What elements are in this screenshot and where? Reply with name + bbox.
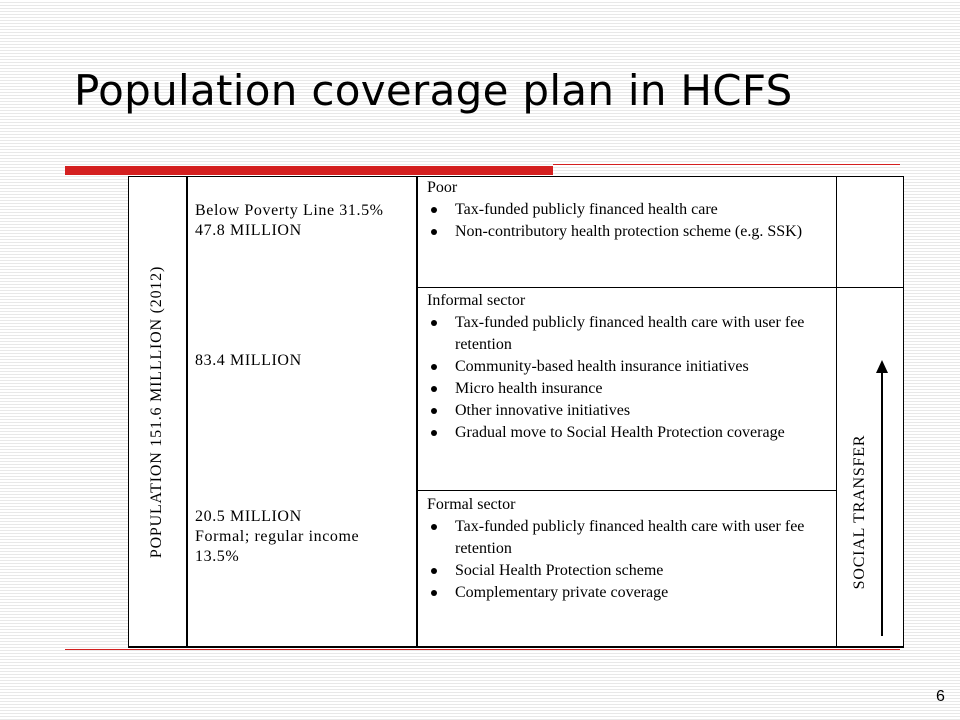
slide-footer-line [65, 649, 900, 650]
section-formal-heading: Formal sector [427, 496, 516, 513]
population-column-divider [186, 176, 188, 648]
poor-section-divider [418, 287, 904, 288]
informal-section-divider [418, 490, 837, 491]
list-item: Community-based health insurance initiatives [427, 356, 832, 378]
section-informal-list [427, 312, 832, 444]
population-label: POPULATION 151.6 MILLLION (2012) [148, 265, 165, 559]
list-item: Tax-funded publicly financed health care with user fee retention [427, 516, 832, 560]
social-transfer-label: SOCIAL TRANSFER [851, 434, 868, 590]
section-formal [427, 494, 832, 604]
slide-title: Population coverage plan in HCFS [74, 66, 793, 115]
title-accent-line [553, 164, 900, 165]
section-informal-heading: Informal sector [427, 292, 526, 309]
group-poor-line-2: 47.8 MILLION [195, 222, 302, 239]
group-column-divider [416, 176, 418, 648]
page-number: 6 [936, 688, 945, 705]
table-right-border [903, 176, 904, 648]
section-formal-list [427, 516, 832, 604]
list-item: Tax-funded publicly financed health care [427, 199, 832, 221]
list-item: Micro health insurance [427, 378, 832, 400]
table-bottom-border [128, 646, 904, 648]
list-item: Tax-funded publicly financed health care with user fee retention [427, 312, 832, 356]
section-poor-heading: Poor [427, 179, 458, 196]
table-left-border [128, 176, 129, 648]
group-formal-line-2: Formal; regular income [195, 528, 360, 545]
group-formal-line-1: 20.5 MILLION [195, 508, 302, 525]
section-poor-list [427, 199, 832, 243]
list-item: Gradual move to Social Health Protection coverage [427, 422, 832, 444]
arrow-shaft [881, 372, 883, 636]
list-item: Social Health Protection scheme [427, 560, 832, 582]
group-informal [195, 351, 302, 371]
list-item: Other innovative initiatives [427, 400, 832, 422]
group-poor [195, 201, 384, 241]
list-item: Complementary private coverage [427, 582, 832, 604]
title-accent-bar [65, 166, 553, 175]
group-informal-line-1: 83.4 MILLION [195, 352, 302, 369]
section-poor [427, 177, 832, 243]
section-informal [427, 290, 832, 444]
group-formal-line-3: 13.5% [195, 548, 240, 565]
group-poor-line-1: Below Poverty Line 31.5% [195, 202, 384, 219]
list-item: Non-contributory health protection scheme (e.g. SSK) [427, 221, 832, 243]
group-formal [195, 507, 359, 567]
transfer-column-divider [836, 176, 837, 648]
